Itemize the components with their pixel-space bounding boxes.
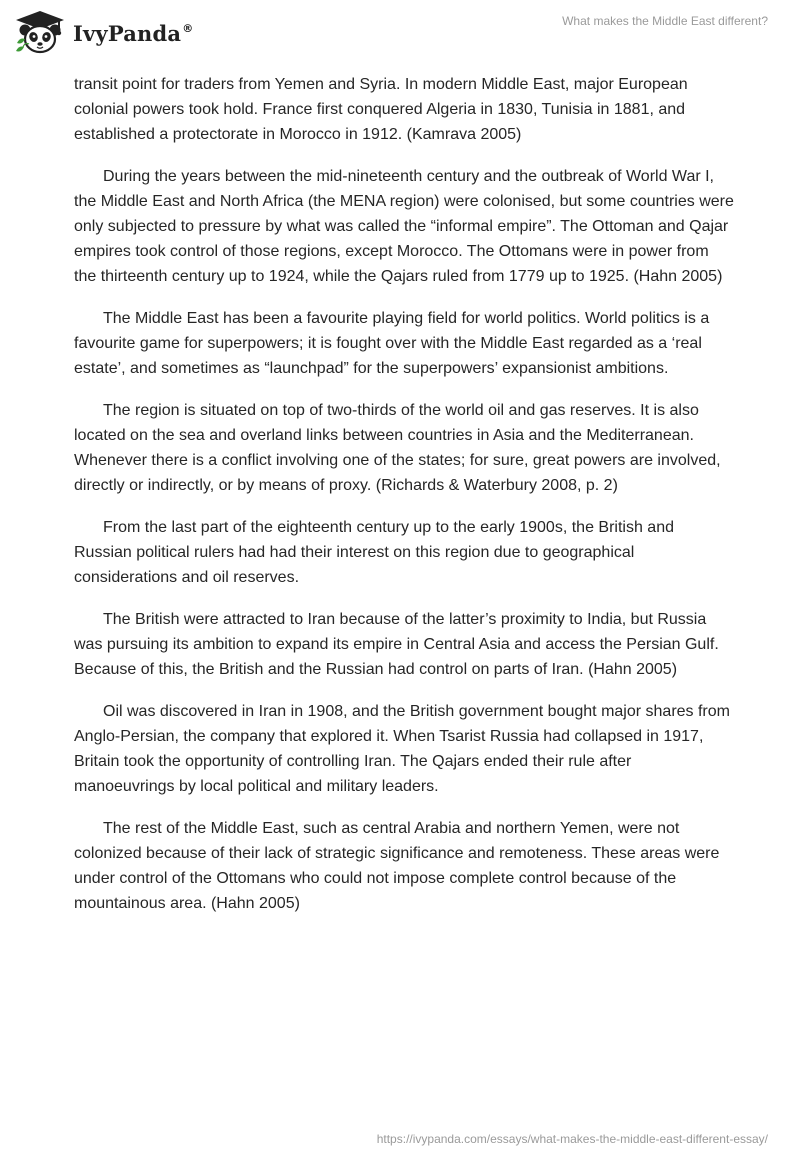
document-title: What makes the Middle East different? (562, 14, 768, 28)
ivypanda-logo[interactable] (14, 9, 193, 55)
paragraph: transit point for traders from Yemen and Syria. In modern Middle East, major European colonial powers took hold. France first conquered Algeria in 1830, Tunisia in 1881, and established a protectorate in Morocco in 1912. (Kamrava 2005) (74, 76, 688, 143)
page-header (0, 0, 800, 62)
paragraph: From the last part of the eighteenth century up to the early 1900s, the British and Russian political rulers had had their interest on this region due to geographical considerations and oil reserves. (74, 519, 674, 586)
brand-name: IvyPanda® (73, 20, 194, 46)
paragraph: The British were attracted to Iran because of the latter’s proximity to India, but Russia was pursuing its ambition to expand its empire in Central Asia and access the Persian Gulf. Because of this, the British and the Russian had control on parts of Iran. (Hahn 2005) (74, 611, 719, 678)
paragraph: The rest of the Middle East, such as central Arabia and northern Yemen, were not colonized because of their lack of strategic significance and remoteness. These areas were under control of the Ottomans who could not impose complete control because of the mountainous area. (Hahn 2005) (74, 820, 720, 912)
essay-body (74, 72, 734, 933)
paragraph: Oil was discovered in Iran in 1908, and the British government bought major shares from Anglo-Persian, the company that explored it. When Tsarist Russia had collapsed in 1917, Britain took the opportunity of controlling Iran. The Qajars ended their rule after manoeuvrings by local political and military leaders. (74, 703, 730, 795)
source-url[interactable]: https://ivypanda.com/essays/what-makes-the-middle-east-different-essay/ (376, 1132, 768, 1146)
paragraph: The Middle East has been a favourite playing field for world politics. World politics is a favourite game for superpowers; it is fought over with the Middle East regarded as a ‘real estate’, and sometimes as “launchpad” for the superpowers’ expansionist ambitions. (74, 310, 710, 377)
paragraph: The region is situated on top of two-thirds of the world oil and gas reserves. It is also located on the sea and overland links between countries in Asia and the Mediterranean. Whenever there is a conflict involving one of the states; for sure, great powers are involved, directly or indirectly, or by means of proxy. (Richards & Waterbury 2008, p. 2) (74, 402, 721, 494)
panda-graduate-icon (14, 9, 66, 55)
paragraph: During the years between the mid-nineteenth century and the outbreak of World War I, the Middle East and North Africa (the MENA region) were colonised, but some countries were only subjected to pressure by what was called the “informal empire”. The Ottoman and Qajar empires took control of those regions, except Morocco. The Ottomans were in power from the thirteenth century up to 1924, while the Qajars ruled from 1779 up to 1925. (Hahn 2005) (74, 168, 734, 285)
